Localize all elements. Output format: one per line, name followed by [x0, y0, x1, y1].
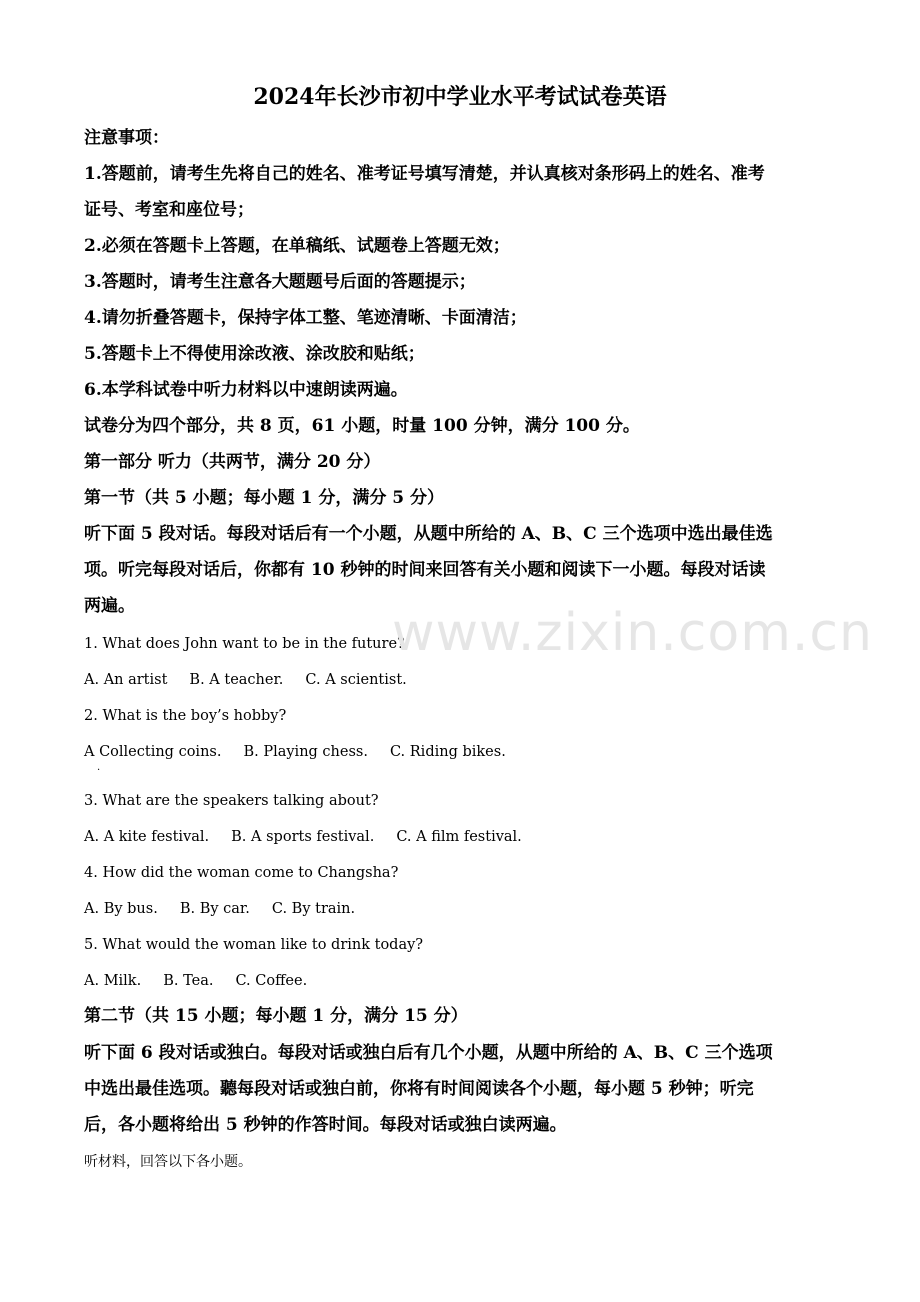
question-1: 1. What does John want to be in the future? [84, 636, 405, 652]
note-line-2: 2.必须在答题卡上答题，在单稿纸、试题卷上答题无效； [84, 236, 510, 256]
note-line-1: 1.答题前，请考生先将自己的姓名、准考证号填写清楚，并认真核对条形码上的姓名、准考 [84, 164, 765, 184]
listen-prompt: 听材料，回答以下各小题。 [84, 1154, 252, 1170]
option-a: A. A kite festival. [84, 829, 210, 845]
question-5-options [84, 969, 844, 993]
note-line-3: 3.答题时，请考生注意各大题题号后面的答题提示； [84, 272, 476, 292]
exam-title: 2024年长沙市初中学业水平考试试卷英语 [253, 84, 667, 110]
option-a: A Collecting coins. [84, 744, 222, 760]
section1-instruction-2: 项。听完每段对话后，你都有 10 秒钟的时间来回答有关小题和阅读下一小题。每段对话读 [84, 560, 766, 580]
question-5: 5. What would the woman like to drink today? [84, 937, 424, 953]
option-b: B. A teacher. [189, 672, 284, 688]
question-2: 2. What is the boy’s hobby? [84, 708, 287, 724]
option-b: B. By car. [179, 901, 250, 917]
question-3: 3. What are the speakers talking about? [84, 793, 379, 809]
option-b: B. Playing chess. [243, 744, 368, 760]
paper-info: 试卷分为四个部分，共 8 页，61 小题，时量 100 分钟，满分 100 分。 [84, 416, 640, 436]
option-a: A. Milk. [84, 973, 142, 989]
option-c: C. A scientist. [305, 672, 407, 688]
option-b: B. Tea. [163, 973, 214, 989]
option-c: C. By train. [271, 901, 356, 917]
note-line-1-cont: 证号、考室和座位号； [84, 200, 254, 220]
note-line-5: 5.答题卡上不得使用涂改液、涂改胶和贴纸； [84, 344, 425, 364]
section2-heading: 第二节（共 15 小题；每小题 1 分，满分 15 分） [84, 1006, 468, 1026]
question-4-options [84, 897, 844, 921]
note-line-6: 6.本学科试卷中听力材料以中速朗读两遍。 [84, 380, 408, 400]
question-3-options [84, 825, 844, 849]
notes-heading: 注意事项： [84, 128, 169, 148]
watermark: www.zixin.com.cn [392, 603, 873, 663]
option-a: A. By bus. [84, 901, 158, 917]
option-c: C. A film festival. [396, 829, 522, 845]
option-c: C. Riding bikes. [389, 744, 506, 760]
note-line-4: 4.请勿折叠答题卡，保持字体工整、笔迹清晰、卡面清洁； [84, 308, 527, 328]
section2-instruction-1: 听下面 6 段对话或独白。每段对话或独白后有几个小题，从题中所给的 A、B、C 三个选项 [84, 1043, 773, 1063]
question-1-options [84, 668, 844, 692]
option-c: C. Coffee. [235, 973, 308, 989]
question-4: 4. How did the woman come to Changsha? [84, 865, 399, 881]
option-b: B. A sports festival. [231, 829, 375, 845]
section2-instruction-3: 后，各小题将给出 5 秒钟的作答时间。每段对话或独白读两遍。 [84, 1115, 567, 1135]
section1-heading: 第一节（共 5 小题；每小题 1 分，满分 5 分） [84, 488, 444, 508]
section2-instruction-2: 中选出最佳选项。聽每段对话或独白前，你将有时间阅读各个小题，每小题 5 秒钟；听完 [84, 1079, 754, 1099]
option-a: A. An artist [84, 672, 168, 688]
section1-instruction-3: 两遍。 [84, 596, 135, 616]
section1-instruction-1: 听下面 5 段对话。每段对话后有一个小题，从题中所给的 A、B、C 三个选项中选出最佳选 [84, 524, 773, 544]
option-dot: . [97, 762, 101, 773]
question-2-options [84, 740, 844, 764]
part1-heading: 第一部分 听力（共两节，满分 20 分） [84, 452, 381, 472]
